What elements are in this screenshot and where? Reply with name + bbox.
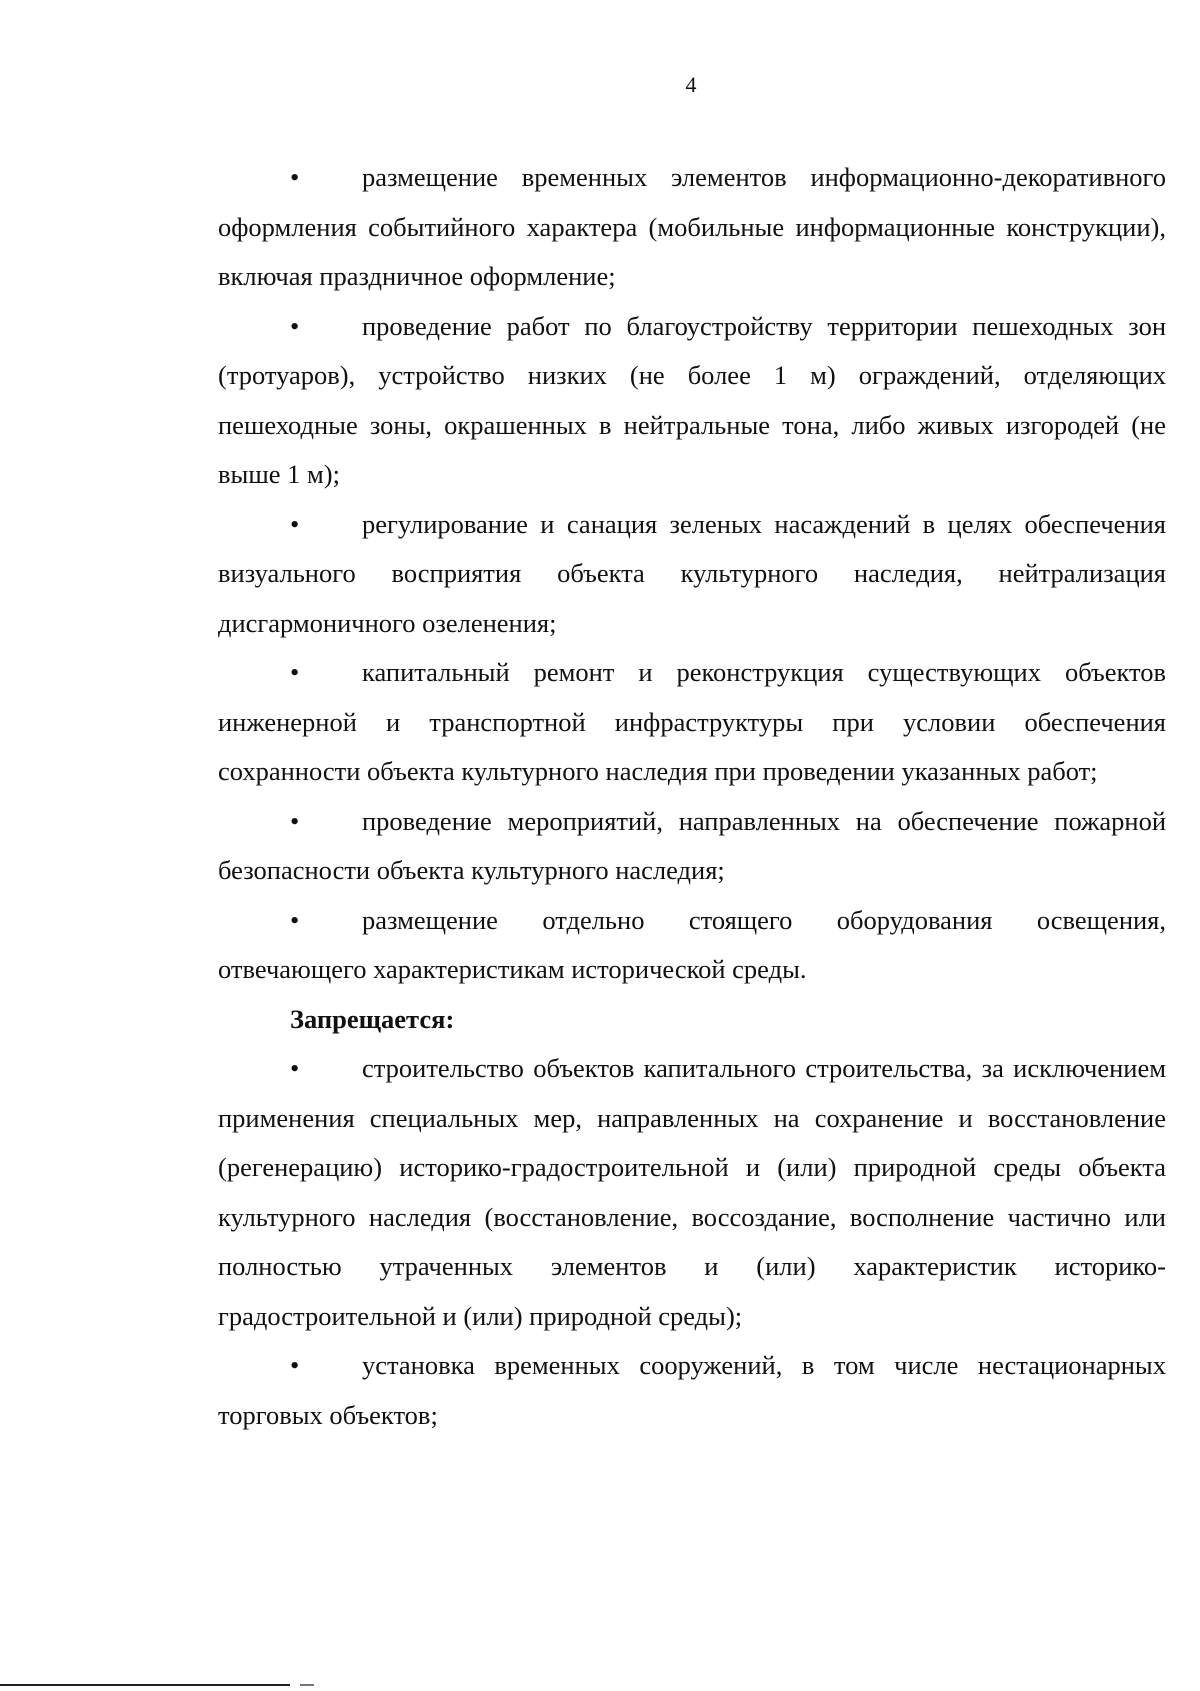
list-item xyxy=(218,1044,1166,1341)
bullet-icon: • xyxy=(290,657,300,687)
bullet-icon: • xyxy=(290,310,300,341)
page-number: 4 xyxy=(685,72,697,97)
list-item-text: строительство объектов капитального строительства, за исключением применения специальных мер, направленных на сохранение и восстановление (регенерацию) историко-градостроительной и (или) природной среды объекта культурного наследия (восстановление, воссоздание, восполнение частично или полностью утраченных элементов и (или) характеристик историко-градостроительной и (или) природной среды); xyxy=(218,1053,1166,1331)
bullet-icon: • xyxy=(290,805,300,836)
list-item-text: проведение работ по благоустройству территории пешеходных зон (тротуаров), устройство низких (не более 1 м) ограждений, отделяющих пешеходные зоны, окрашенных в нейтральные тона, либо живых изгородей (не выше 1 м); xyxy=(218,310,1166,489)
list-item-text: регулирование и санация зеленых насаждений в целях обеспечения визуального восприятия объекта культурного наследия, нейтрализация дисгармоничного озеленения; xyxy=(218,508,1166,638)
prohibited-list xyxy=(218,1044,1166,1440)
list-item xyxy=(218,797,1166,896)
bullet-icon: • xyxy=(290,508,300,539)
bullet-icon: • xyxy=(290,1350,300,1380)
list-item xyxy=(218,500,1166,649)
list-item-text: установка временных сооружений, в том числе нестационарных торговых объектов; xyxy=(218,1350,1166,1430)
list-item-text: капитальный ремонт и реконструкция существующих объектов инженерной и транспортной инфраструктуры при условии обеспечения сохранности объекта культурного наследия при проведении указанных работ; xyxy=(218,657,1166,786)
list-item-text: проведение мероприятий, направленных на обеспечение пожарной безопасности объекта культурного наследия; xyxy=(218,805,1166,885)
footer-divider-mark xyxy=(300,1684,314,1686)
list-item xyxy=(218,1341,1166,1440)
list-item-text: размещение временных элементов информационно-декоративного оформления событийного характера (мобильные информационные конструкции), включая праздничное оформление; xyxy=(218,162,1166,291)
bullet-icon: • xyxy=(290,1053,300,1083)
section-heading-prohibited: Запрещается: xyxy=(290,1003,455,1034)
allowed-list xyxy=(218,153,1166,995)
list-item xyxy=(218,302,1166,500)
bullet-icon: • xyxy=(290,904,300,935)
footer-divider xyxy=(0,1684,290,1686)
list-item xyxy=(218,648,1166,797)
list-item xyxy=(218,153,1166,302)
bullet-icon: • xyxy=(290,162,300,192)
list-item xyxy=(218,896,1166,995)
list-item-text: размещение отдельно стоящего оборудования освещения, отвечающего характеристикам исторической среды. xyxy=(218,904,1166,984)
document-body xyxy=(218,153,1166,1440)
